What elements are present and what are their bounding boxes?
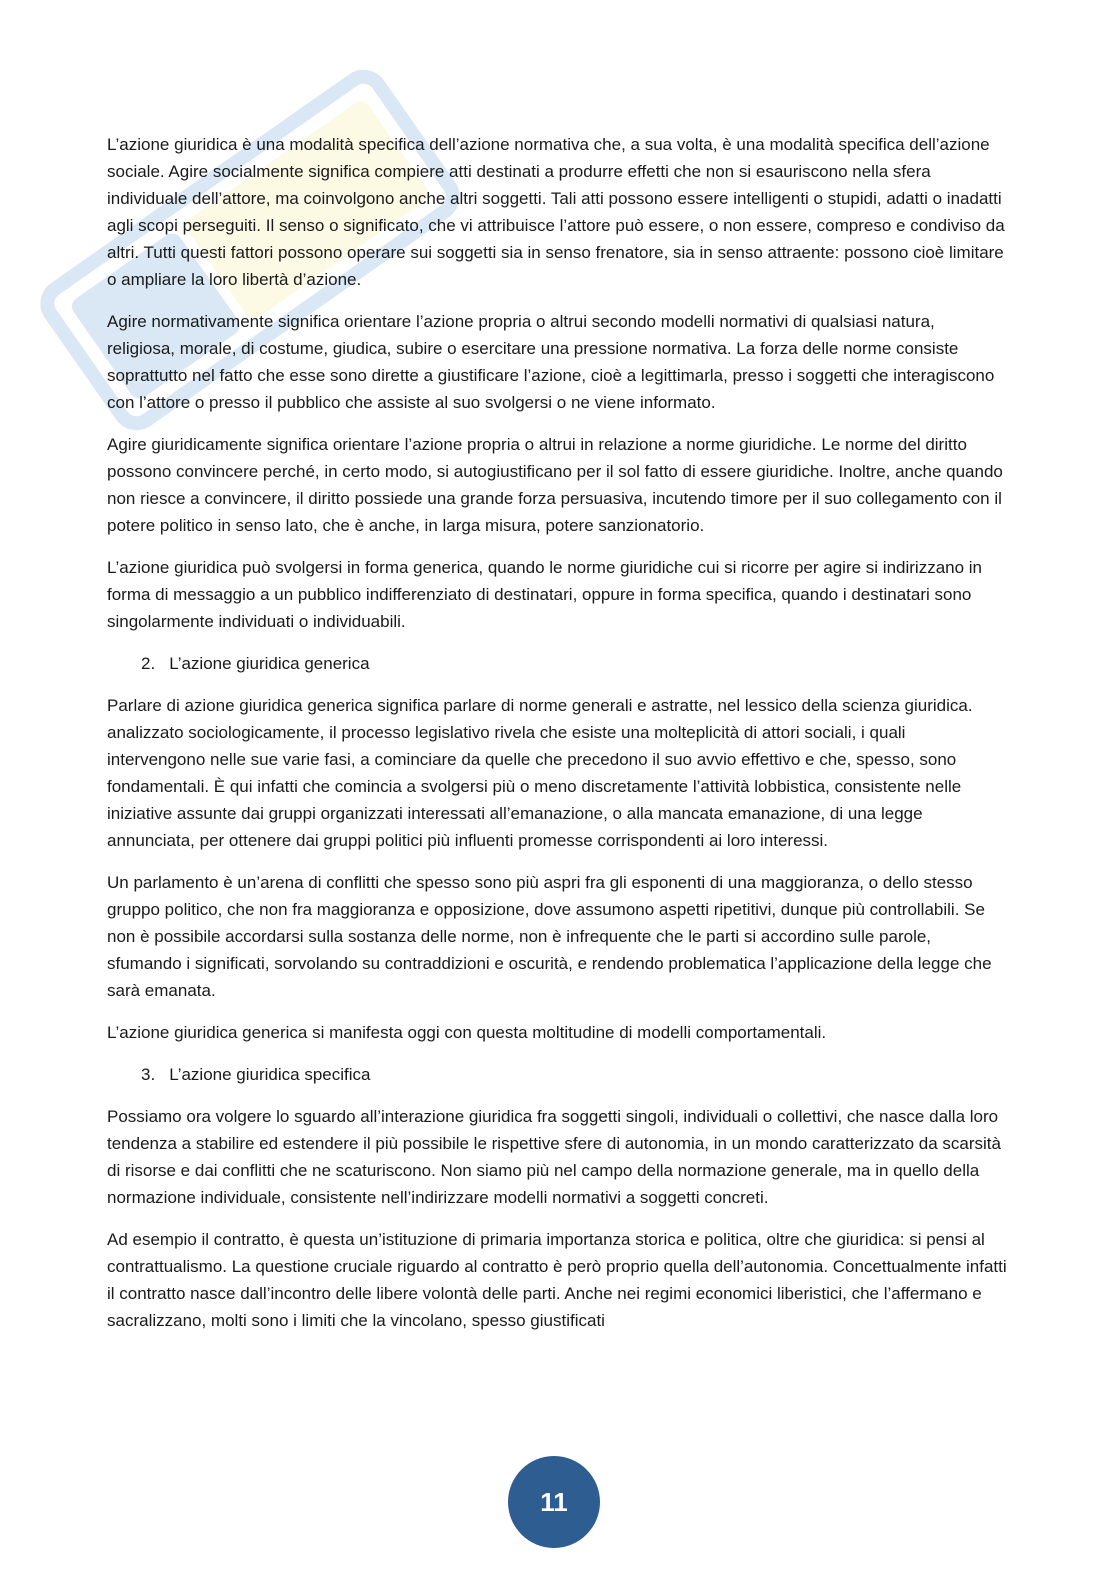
paragraph-intro-1: L’azione giuridica è una modalità specifica dell’azione normativa che, a sua volta, è una modalità specifica dell’azione sociale. Agire socialmente significa compiere atti destinati a produrre effetti che non si esauriscono nella sfera individuale dell’attore, ma coinvolgono anche altri soggetti. Tali atti possono essere intelligenti o stupidi, adatti o inadatti agli scopi perseguiti. Il senso o significato, che vi attribuisce l’attore può essere, o non essere, compreso e condiviso da altri. Tutti questi fattori possono operare sui soggetti sia in senso frenatore, sia in senso attraente: possono cioè limitare o ampliare la loro libertà d’azione. [107, 135, 1005, 289]
page-number-badge: 11 [508, 1456, 600, 1548]
paragraph-specific-1: Possiamo ora volgere lo sguardo all’interazione giuridica fra soggetti singoli, individuali o collettivi, che nasce dalla loro tendenza a stabilire ed estendere il più possibile le rispettive sfere di autonomia, in un mondo caratterizzato da scarsità di risorse e dai conflitti che ne scaturiscono. Non siamo più nel campo della normazione generale, ma in quello della normazione individuale, consistente nell’indirizzare modelli normativi a soggetti concreti. [107, 1107, 1001, 1207]
paragraph-intro-3: Agire giuridicamente significa orientare l’azione propria o altrui in relazione a norme giuridiche. Le norme del diritto possono convincere perché, in certo modo, si autogiustificano per il sol fatto di essere giuridiche. Inoltre, anche quando non riesce a convincere, il diritto possiede una grande forza persuasiva, incutendo timore per il suo collegamento con il potere politico in senso lato, che è anche, in larga misura, potere sanzionatorio. [107, 435, 1003, 535]
paragraph-generic-3: L’azione giuridica generica si manifesta oggi con questa moltitudine di modelli comportamentali. [107, 1023, 827, 1042]
section-number: 2. [141, 654, 156, 673]
document-body [107, 131, 1007, 1349]
section-title: L’azione giuridica specifica [169, 1065, 371, 1084]
paragraph-intro-2: Agire normativamente significa orientare l’azione propria o altrui secondo modelli normativi di qualsiasi natura, religiosa, morale, di costume, giudica, subire o esercitare una pressione normativa. La forza delle norme consiste soprattutto nel fatto che esse sono dirette a giustificare l’azione, cioè a legittimarla, presso i soggetti che interagiscono con l’attore o presso il pubblico che assiste al suo svolgersi o ne viene informato. [107, 312, 995, 412]
paragraph-intro-4: L’azione giuridica può svolgersi in forma generica, quando le norme giuridiche cui si ricorre per agire si indirizzano in forma di messaggio a un pubblico indifferenziato di destinatari, oppure in forma specifica, quando i destinatari sono singolarmente individuati o individuabili. [107, 558, 983, 631]
section-number: 3. [141, 1065, 156, 1084]
paragraph-generic-1: Parlare di azione giuridica generica significa parlare di norme generali e astratte, nel lessico della scienza giuridica. analizzato sociologicamente, il processo legislativo rivela che esiste una molteplicità di attori sociali, i quali intervengono nelle sue varie fasi, a cominciare da quelle che precedono il suo avvio effettivo e che, spesso, sono fondamentali. È qui infatti che comincia a svolgersi più o meno discretamente l’attività lobbistica, consistente nelle iniziative assunte dai gruppi organizzati interessati all’emanazione, o alla mancata emanazione, di una legge annunciata, per ottenere dai gruppi politici più influenti promesse corrispondenti ai loro interessi. [107, 696, 973, 850]
section-title: L’azione giuridica generica [169, 654, 370, 673]
paragraph-specific-2: Ad esempio il contratto, è questa un’istituzione di primaria importanza storica e politica, oltre che giuridica: si pensi al contrattualismo. La questione cruciale riguardo al contratto è però proprio quella dell’autonomia. Concettualmente infatti il contratto nasce dall’incontro delle libere volontà delle parti. Anche nei regimi economici liberistici, che l’affermano e sacralizzano, molti sono i limiti che la vincolano, spesso giustificati [107, 1230, 1007, 1330]
section-heading-3 [107, 1061, 1007, 1088]
section-heading-2 [107, 650, 1007, 677]
paragraph-generic-2: Un parlamento è un’arena di conflitti che spesso sono più aspri fra gli esponenti di una maggioranza, o dello stesso gruppo politico, che non fra maggioranza e opposizione, dove assumono aspetti ripetitivi, dunque più controllabili. Se non è possibile accordarsi sulla sostanza delle norme, non è infrequente che le parti si accordino sulle parole, sfumando i significati, sorvolando su contraddizioni e oscurità, e rendendo problematica l’applicazione della legge che sarà emanata. [107, 873, 992, 1000]
